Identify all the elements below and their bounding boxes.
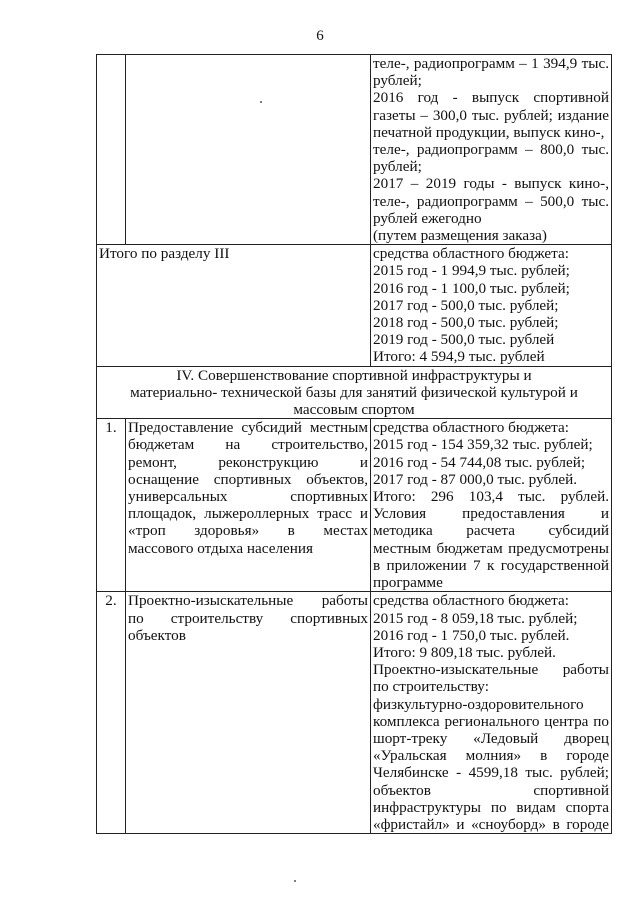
row-funding-cell xyxy=(371,419,612,592)
table-row xyxy=(97,419,612,592)
funding-line: 2015 год - 1 994,9 тыс. рублей; xyxy=(373,262,570,280)
funding-line: средства областного бюджета: xyxy=(373,419,569,437)
section-heading-line: IV. Совершенствование спортивной инфраструктуры и xyxy=(176,366,532,384)
funding-line: комплекса регионального центра по xyxy=(373,712,609,730)
funding-line: инфраструктуры по видам спорта xyxy=(373,798,609,816)
continuation-number-cell xyxy=(97,55,126,245)
funding-line: 2019 год - 500,0 тыс. рублей xyxy=(373,331,555,349)
continuation-row xyxy=(97,55,612,245)
funding-line: 2016 год - 54 744,08 тыс. рублей; xyxy=(373,453,586,471)
row-description-cell xyxy=(126,592,371,834)
description-line: объектов xyxy=(128,626,186,644)
funding-line: объектов спортивной xyxy=(373,781,609,799)
funding-line: 2015 год - 154 359,32 тыс. рублей; xyxy=(373,436,593,454)
funding-line: 2018 год - 500,0 тыс. рублей; xyxy=(373,314,559,332)
section-total-label-text: Итого по разделу III xyxy=(99,245,230,263)
description-line: «троп здоровья» в местах xyxy=(128,522,368,540)
funding-line: программе xyxy=(373,574,443,592)
funding-line: в приложении 7 к государственной xyxy=(373,556,609,574)
funding-line: шорт-треку «Ледовый дворец xyxy=(373,729,609,747)
row-description-cell xyxy=(126,419,371,592)
scan-dot xyxy=(260,101,262,103)
description-line: бюджетам на строительство, xyxy=(128,436,368,454)
section-heading xyxy=(97,366,612,419)
funding-line: рублей; xyxy=(373,158,422,176)
funding-line: 2015 год - 8 059,18 тыс. рублей; xyxy=(373,609,578,627)
description-line: универсальных спортивных xyxy=(128,488,368,506)
description-line: оснащение спортивных объектов, xyxy=(128,470,368,488)
funding-line: теле-, радиопрограмм – 800,0 тыс. xyxy=(373,141,609,159)
description-line: массового отдыха населения xyxy=(128,539,314,557)
section-total-row xyxy=(97,245,612,366)
funding-line: 2017 год - 87 000,0 тыс. рублей. xyxy=(373,470,578,488)
funding-line: местным бюджетам предусмотрены xyxy=(373,539,609,557)
funding-line: (путем размещения заказа) xyxy=(373,227,547,245)
funding-line: 2017 – 2019 годы - выпуск кино-, xyxy=(373,175,609,193)
row-number: 1. xyxy=(97,419,126,592)
section-total-funding-cell xyxy=(371,245,612,366)
funding-line: 2017 год - 500,0 тыс. рублей; xyxy=(373,296,559,314)
funding-line: рублей ежегодно xyxy=(373,209,482,227)
funding-line: 2016 год - 1 750,0 тыс. рублей. xyxy=(373,626,570,644)
funding-line: средства областного бюджета: xyxy=(373,592,569,610)
funding-line: печатной продукции, выпуск кино-, xyxy=(373,123,605,141)
section-total-label xyxy=(97,245,371,366)
description-line: Предоставление субсидий местным xyxy=(128,419,368,437)
funding-line: Итого: 4 594,9 тыс. рублей xyxy=(373,348,545,366)
section-heading-row xyxy=(97,366,612,419)
description-line: Проектно-изыскательные работы xyxy=(128,592,368,610)
funding-line: Итого: 296 103,4 тыс. рублей. xyxy=(373,488,609,506)
funding-line: методика расчета субсидий xyxy=(373,522,609,540)
description-line: по строительству спортивных xyxy=(128,609,368,627)
funding-line: газеты – 300,0 тыс. рублей; издание xyxy=(373,106,609,124)
funding-line: 2016 год - выпуск спортивной xyxy=(373,89,609,107)
funding-line: Итого: 9 809,18 тыс. рублей. xyxy=(373,643,556,661)
funding-line: физкультурно-оздоровительного xyxy=(373,695,584,713)
funding-line: 2016 год - 1 100,0 тыс. рублей; xyxy=(373,279,570,297)
page-number: 6 xyxy=(316,28,324,44)
funding-line: Условия предоставления и xyxy=(373,505,609,523)
funding-line: «фристайл» и «сноуборд» в городе xyxy=(373,815,609,833)
funding-line: Челябинске - 4599,18 тыс. рублей; xyxy=(373,764,609,782)
table-row xyxy=(97,592,612,834)
continuation-description-cell xyxy=(126,55,371,245)
funding-line: «Уральская молния» в городе xyxy=(373,747,609,765)
section-heading-line: массовым спортом xyxy=(293,401,415,419)
row-funding-cell xyxy=(371,592,612,834)
program-table xyxy=(96,54,612,834)
continuation-funding-cell xyxy=(371,55,612,245)
description-line: площадок, лыжероллерных трасс и xyxy=(128,505,368,523)
row-number: 2. xyxy=(97,592,126,834)
scan-dot xyxy=(294,880,296,882)
funding-line: средства областного бюджета: xyxy=(373,245,569,263)
description-line: ремонт, реконструкцию и xyxy=(128,453,368,471)
funding-line: теле-, радиопрограмм – 1 394,9 тыс. xyxy=(373,55,609,72)
funding-line: теле-, радиопрограмм – 500,0 тыс. xyxy=(373,192,609,210)
funding-line: по строительству: xyxy=(373,678,489,696)
section-heading-line: материально- технической базы для занятий физической культурой и xyxy=(130,383,578,401)
funding-line: Проектно-изыскательные работы xyxy=(373,661,609,679)
funding-line: рублей; xyxy=(373,72,422,90)
